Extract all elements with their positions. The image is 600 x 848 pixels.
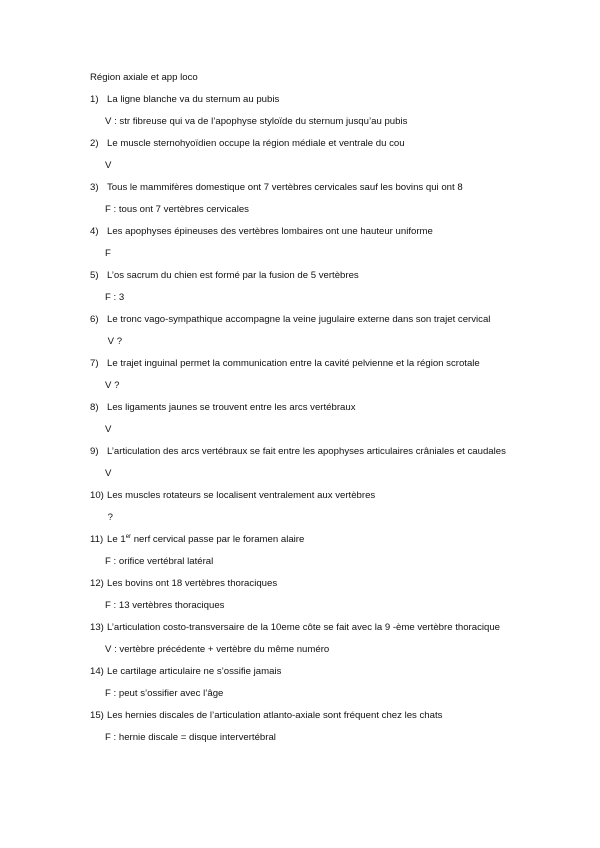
question-text: Les hernies discales de l’articulation atlanto-axiale sont fréquent chez les chats (107, 710, 443, 721)
answer-12 (90, 600, 224, 611)
question-13 (90, 622, 500, 633)
answer-14 (90, 688, 223, 699)
question-3 (90, 182, 463, 193)
answer-text: V : str fibreuse qui va de l’apophyse styloïde du sternum jusqu’au pubis (105, 116, 408, 127)
question-number: 14) (90, 666, 104, 677)
answer-text: F : tous ont 7 vertèbres cervicales (105, 204, 249, 215)
question-number: 4) (90, 226, 99, 237)
question-9 (90, 446, 506, 457)
answer-text: F : orifice vertébral latéral (105, 556, 214, 567)
question-2 (90, 138, 405, 149)
answer-5 (90, 292, 124, 303)
answer-10 (90, 512, 113, 523)
question-15 (90, 710, 442, 721)
answer-15 (90, 732, 276, 743)
question-number: 1) (90, 94, 99, 105)
answer-text: F : 3 (105, 292, 125, 303)
answer-8 (90, 424, 111, 435)
question-text: Tous le mammifères domestique ont 7 vertèbres cervicales sauf les bovins qui ont 8 (107, 182, 463, 193)
answer-text: V ? (105, 336, 123, 347)
question-text-start: Le 1 (107, 534, 126, 546)
answer-11 (90, 556, 213, 567)
question-number: 12) (90, 578, 104, 589)
question-text: Les ligaments jaunes se trouvent entre les arcs vertébraux (107, 402, 356, 413)
answer-text: F : peut s’ossifier avec l’âge (105, 688, 224, 699)
question-text: L’articulation des arcs vertébraux se fait entre les apophyses articulaires crâniales et caudales (107, 446, 506, 457)
question-11 (90, 534, 304, 545)
answer-text: F : hernie discale = disque intervertébral (105, 732, 276, 743)
question-number: 13) (90, 622, 104, 633)
answer-text: V (105, 160, 112, 171)
question-text: Le trajet inguinal permet la communication entre la cavité pelvienne et la région scrotale (107, 358, 480, 369)
question-14 (90, 666, 281, 677)
question-text: Le tronc vago-sympathique accompagne la veine jugulaire externe dans son trajet cervical (107, 314, 491, 325)
question-text: Le muscle sternohyoïdien occupe la région médiale et ventrale du cou (107, 138, 405, 149)
question-12 (90, 578, 277, 589)
question-text: Le cartilage articulaire ne s’ossifie jamais (107, 666, 282, 677)
answer-text: V ? (105, 380, 120, 391)
question-8 (90, 402, 356, 413)
question-1 (90, 94, 279, 105)
question-number: 8) (90, 402, 99, 413)
answer-3 (90, 204, 249, 215)
answer-6 (90, 336, 122, 347)
question-text: Les bovins ont 18 vertèbres thoraciques (107, 578, 278, 589)
document-title: Région axiale et app loco (90, 72, 198, 83)
answer-text: ? (105, 512, 114, 523)
answer-text: V (105, 468, 112, 479)
question-6 (90, 314, 490, 325)
ordinal-suffix: er (125, 534, 132, 540)
question-number: 3) (90, 182, 99, 193)
answer-text: F (105, 248, 111, 259)
question-number: 6) (90, 314, 99, 325)
question-text: L’articulation costo-transversaire de la 10eme côte se fait avec la 9 -ème vertèbre thoracique (107, 622, 501, 633)
question-5 (90, 270, 359, 281)
question-text: Les muscles rotateurs se localisent ventralement aux vertèbres (107, 490, 376, 501)
question-7 (90, 358, 480, 369)
question-number: 7) (90, 358, 99, 369)
answer-1 (90, 116, 407, 127)
question-number: 11) (90, 534, 104, 546)
answer-9 (90, 468, 111, 479)
answer-text: F : 13 vertèbres thoraciques (105, 600, 225, 611)
question-number: 2) (90, 138, 99, 149)
answer-text: V : vertèbre précédente + vertèbre du même numéro (105, 644, 330, 655)
answer-7 (90, 380, 119, 391)
answer-2 (90, 160, 111, 171)
question-text: Les apophyses épineuses des vertèbres lombaires ont une hauteur uniforme (107, 226, 433, 237)
answer-4 (90, 248, 111, 259)
question-10 (90, 490, 375, 501)
question-number: 9) (90, 446, 99, 457)
question-number: 15) (90, 710, 104, 721)
question-number: 5) (90, 270, 99, 281)
question-number: 10) (90, 490, 104, 501)
question-4 (90, 226, 433, 237)
question-text-end: nerf cervical passe par le foramen alaire (131, 534, 305, 546)
answer-13 (90, 644, 329, 655)
question-text: La ligne blanche va du sternum au pubis (107, 94, 280, 105)
question-text: L’os sacrum du chien est formé par la fusion de 5 vertèbres (107, 270, 359, 281)
answer-text: V (105, 424, 112, 435)
